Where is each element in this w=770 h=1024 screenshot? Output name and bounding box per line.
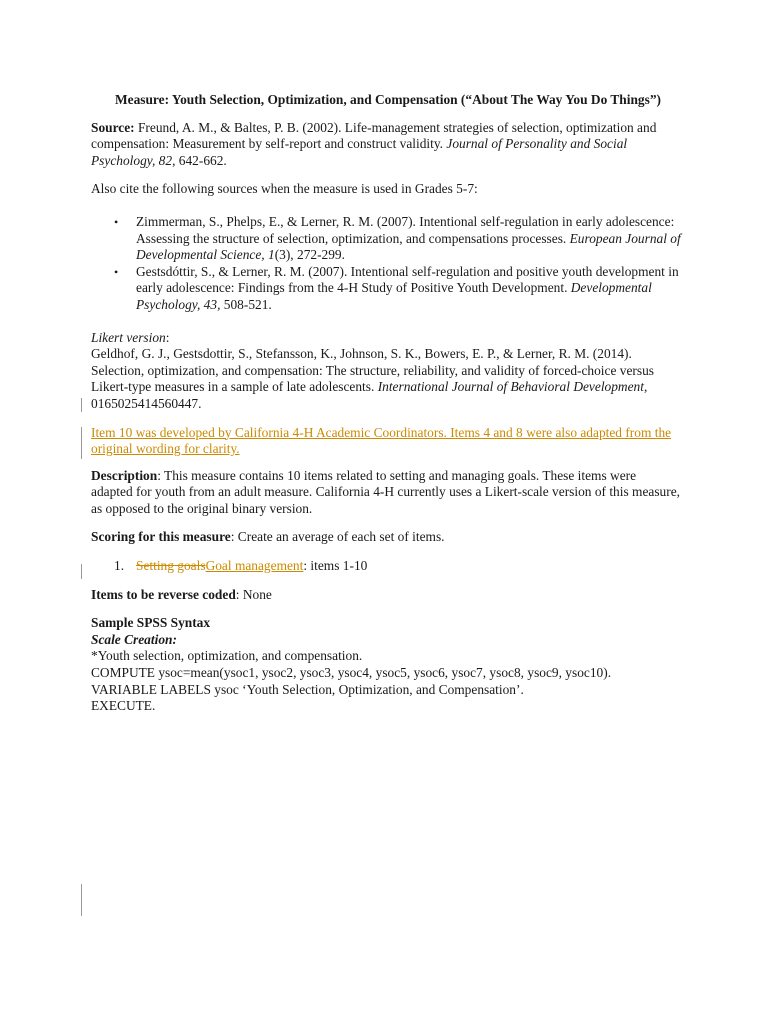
reference-item xyxy=(91,214,681,264)
syntax-line: VARIABLE LABELS ysoc ‘Youth Selection, Optimization, and Compensation’. xyxy=(91,681,524,697)
syntax-subheading: Scale Creation: xyxy=(91,631,177,647)
change-bar xyxy=(81,427,82,459)
spss-syntax-block xyxy=(91,615,681,715)
source-journal: Journal of Personality and Social Psychology, 82 xyxy=(91,136,628,168)
description-text: : This measure contains 10 items related to setting and managing goals. These items were adapted for youth from an adult measure. California 4-H currently uses a Likert-scale version of this measure, as opposed to the original binary version. xyxy=(91,467,680,516)
reverse-coded-paragraph xyxy=(91,587,681,604)
scoring-text: : Create an average of each set of items. xyxy=(230,529,445,545)
scoring-item-rest: : items 1-10 xyxy=(303,558,368,574)
likert-label: Likert version xyxy=(91,329,166,345)
source-citation xyxy=(91,120,681,170)
likert-heading xyxy=(91,330,681,347)
change-bar xyxy=(81,398,82,412)
syntax-line: EXECUTE. xyxy=(91,698,156,714)
likert-tail: , 0165025414560447. xyxy=(91,379,648,411)
document-page xyxy=(91,92,681,715)
change-bar xyxy=(81,884,82,916)
change-bar xyxy=(81,564,82,579)
source-label: Source: xyxy=(91,119,135,135)
scoring-item-number: 1. xyxy=(114,558,125,574)
tracked-insertion: Goal management xyxy=(205,558,304,574)
reference-journal: Developmental Psychology, 43, xyxy=(136,280,652,312)
measure-title: Measure: Youth Selection, Optimization, and Compensation (“About The Way You Do Things”) xyxy=(115,92,661,107)
description-paragraph xyxy=(91,468,681,518)
scoring-paragraph xyxy=(91,529,681,546)
scoring-item xyxy=(91,558,681,575)
likert-citation xyxy=(91,346,681,412)
tracked-deletion: Setting goals xyxy=(136,558,206,574)
reference-journal: European Journal of Developmental Science, 1 xyxy=(136,230,681,263)
bullet-icon: • xyxy=(114,264,119,279)
description-label: Description xyxy=(91,467,158,483)
scoring-list xyxy=(91,558,681,575)
likert-journal: International Journal of Behavioral Development xyxy=(377,379,644,395)
tracked-insertion-note xyxy=(91,425,681,458)
reference-tail: 508-521. xyxy=(220,296,272,312)
syntax-line: *Youth selection, optimization, and compensation. xyxy=(91,648,363,664)
reverse-label: Items to be reverse coded xyxy=(91,586,236,602)
likert-text: Geldhof, G. J., Gestsdottir, S., Stefansson, K., Johnson, S. K., Bowers, E. P., & Lerner, R. M. (2014). Selection, optimization, and compensation: The structure, reliability, and validity of forced-choice versus Likert-type measures in a sample of late adolescents. xyxy=(91,346,654,395)
reference-item xyxy=(91,264,681,314)
syntax-heading: Sample SPSS Syntax xyxy=(91,615,211,631)
reference-text: Zimmerman, S., Phelps, E., & Lerner, R. M. (2007). Intentional self-regulation in early adolescence: Assessing the structure of selection, optimization, and compensations processes. xyxy=(136,213,675,246)
syntax-line: COMPUTE ysoc=mean(ysoc1, ysoc2, ysoc3, ysoc4, ysoc5, ysoc6, ysoc7, ysoc8, ysoc9, ysoc10). xyxy=(91,665,612,681)
likert-colon: : xyxy=(165,329,170,345)
scoring-label: Scoring for this measure xyxy=(91,529,231,545)
source-text: Freund, A. M., & Baltes, P. B. (2002). Life-management strategies of selection, optimization and compensation: Measurement by self-report and construct validity. xyxy=(91,119,657,152)
also-cite-text: Also cite the following sources when the measure is used in Grades 5-7: xyxy=(91,181,478,197)
reference-tail: (3), 272-299. xyxy=(274,247,345,263)
reference-list xyxy=(91,214,681,314)
reference-text: Gestsdóttir, S., & Lerner, R. M. (2007). Intentional self-regulation and positive youth development in early adolescence: Findings from the 4-H Study of Positive Youth Development. xyxy=(136,263,679,296)
reverse-text: : None xyxy=(235,586,272,602)
bullet-icon: • xyxy=(114,214,119,229)
tracked-note-text: Item 10 was developed by California 4-H Academic Coordinators. Items 4 and 8 were also adapted from the original wording for clarity. xyxy=(91,424,672,457)
source-pages: , 642-662. xyxy=(172,152,227,168)
